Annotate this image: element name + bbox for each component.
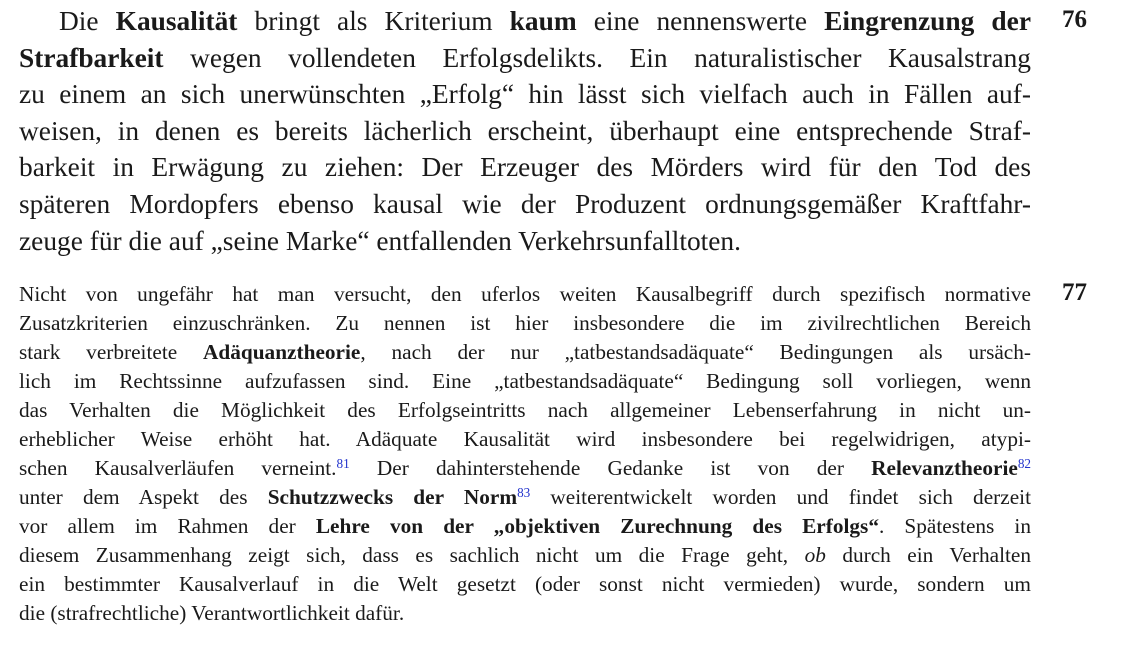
paragraph-line: schen Kausalverläufen verneint.$^{81}$ Der dahinterstehende Gedanke ist von der Relevanztheorie$^{82}$ [19, 455, 1031, 480]
paragraph-line: das Verhalten die Möglichkeit des Erfolgseintritts nach allgemeiner Lebenserfahrung in nicht un- [19, 398, 1031, 422]
footnote-link-82[interactable]: 82 [1017, 455, 1031, 471]
paragraph-line: zeuge für die auf „seine Marke“ entfallenden Verkehrsunfalltoten. [19, 225, 741, 256]
term-adaequanztheorie: Adäquanztheorie [203, 340, 361, 364]
margin-number-76: 76 [1062, 6, 1087, 33]
paragraph-line: späteren Mordopfers ebenso kausal wie der Produzent ordnungsgemäßer Kraftfahr- [19, 188, 1031, 219]
paragraph-line: Die Kausalität bringt als Kriterium kaum eine nennenswerte Eingrenzung der [59, 6, 1031, 36]
paragraph-line: erheblicher Weise erhöht hat. Adäquate Kausalität wird insbesondere bei regelwidrigen, atypi- [19, 427, 1031, 451]
paragraph-76 [19, 3, 1031, 259]
paragraph-line: zu einem an sich unerwünschten „Erfolg“ hin lässt sich vielfach auch in Fällen auf- [19, 79, 1031, 110]
paragraph-line: barkeit in Erwägung zu ziehen: Der Erzeuger des Mörders wird für den Tod des [19, 152, 1031, 183]
footnote-link-83[interactable]: 83 [517, 484, 531, 500]
paragraph-line: Zusatzkriterien einzuschränken. Zu nennen ist hier insbesondere die im zivilrechtlichen Bereich [19, 311, 1031, 335]
term-schutzzweck: Schutzzwecks der Norm [267, 485, 518, 509]
paragraph-line: Strafbarkeit wegen vollendeten Erfolgsdelikts. Ein naturalistischer Kausalstrang [19, 42, 1031, 73]
term-relevanztheorie: Relevanztheorie [871, 456, 1018, 480]
paragraph-line: stark verbreitete Adäquanztheorie, nach der nur „tatbestandsadäquate“ Bedingungen als ursäch- [19, 340, 1032, 364]
margin-number-77: 77 [1062, 279, 1087, 306]
term-objektive-zurechnung: Lehre von der „objektiven Zurechnung des Erfolgs“ [315, 514, 879, 538]
paragraph-line: die (strafrechtliche) Verantwortlichkeit dafür. [19, 601, 405, 625]
paragraph-line: unter dem Aspekt des Schutzzwecks der Norm$^{83}$ weiterentwickelt worden und findet sich derzeit [19, 484, 1031, 509]
paragraph-line: ein bestimmter Kausalverlauf in die Welt gesetzt (oder sonst nicht vermieden) wurde, sondern um [19, 572, 1031, 596]
paragraph-line: weisen, in denen es bereits lächerlich erscheint, überhaupt eine entsprechende Straf- [19, 115, 1031, 146]
paragraph-line: lich im Rechtssinne aufzufassen sind. Eine „tatbestandsadäquate“ Bedingung soll vorliegen, wenn [19, 369, 1031, 393]
paragraph-line: diesem Zusammenhang zeigt sich, dass es sachlich nicht um die Frage geht, ob durch ein Verhalten [19, 543, 1032, 567]
paragraph-line: vor allem im Rahmen der Lehre von der „objektiven Zurechnung des Erfolgs“. Spätestens in [19, 514, 1031, 538]
paragraph-line: Nicht von ungefähr hat man versucht, den uferlos weiten Kausalbegriff durch spezifisch normative [19, 282, 1031, 306]
paragraph-77 [19, 280, 1031, 628]
footnote-link-81[interactable]: 81 [336, 455, 350, 471]
